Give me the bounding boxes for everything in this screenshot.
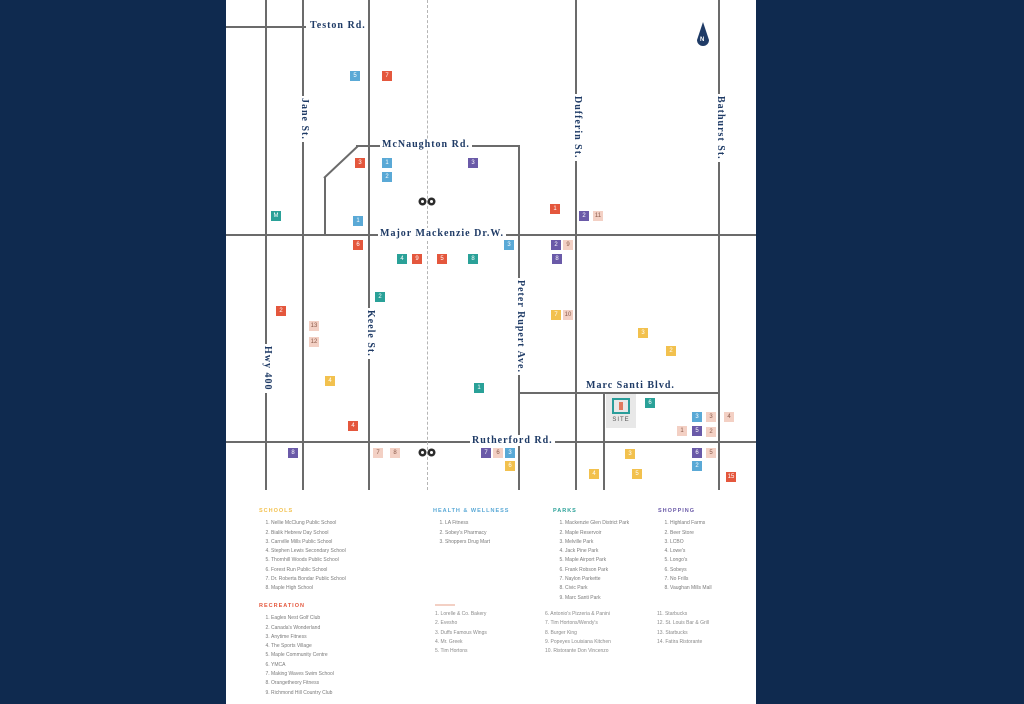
legend-item: 3. Anytime Fitness <box>271 633 334 642</box>
site-marker[interactable] <box>606 394 636 428</box>
compass-letter: N <box>700 37 705 43</box>
legend-item: 8. Orangetheory Fitness <box>271 679 334 688</box>
map-marker-shopping[interactable]: 8 <box>552 254 562 264</box>
map-marker-schools[interactable]: 3 <box>638 328 648 338</box>
site-label: SITE <box>612 417 630 423</box>
marc-santi-road-label: Marc Santi Blvd. <box>586 380 675 391</box>
bathurst-road-label: Bathurst St. <box>715 96 726 160</box>
map-marker-food[interactable]: 1 <box>677 426 687 436</box>
legend-parks-title: PARKS <box>553 508 577 514</box>
map-marker-food[interactable]: 5 <box>706 448 716 458</box>
legend-item: 5. Longo's <box>670 556 712 565</box>
map-marker-food[interactable]: 11 <box>594 213 602 219</box>
legend-item: 4. The Sports Village <box>271 642 334 651</box>
north-compass-icon <box>696 22 710 48</box>
legend-schools <box>259 507 346 594</box>
legend-recreation-title: RECREATION <box>259 603 305 609</box>
map-marker-schools[interactable]: 7 <box>551 310 561 320</box>
legend-item: 8. Maple High School <box>271 584 346 593</box>
legend-item: 7. Making Waves Swim School <box>271 670 334 679</box>
map-marker-health[interactable]: 2 <box>382 172 392 182</box>
food-legend-item: 5. Tim Hortons <box>435 648 468 655</box>
legend-item: 5. Thornhill Woods Public School <box>271 556 346 565</box>
hwy400-road <box>265 0 267 490</box>
major-mackenzie-road-label: Major Mackenzie Dr.W. <box>380 228 504 239</box>
legend-item: 2. Beer Store <box>670 529 712 538</box>
map-marker-health[interactable]: 3 <box>504 240 514 250</box>
bathurst-road <box>718 0 720 490</box>
food-legend-item: 1. Lorelle & Co. Bakery <box>435 611 487 617</box>
legend-item: 4. Stephen Lewis Secondary School <box>271 547 346 556</box>
legend-item: 9. Richmond Hill Country Club <box>271 689 334 698</box>
legend-item: 8. Vaughan Mills Mall <box>670 584 712 593</box>
map-marker-health[interactable]: 2 <box>692 461 702 471</box>
map-marker-health[interactable]: 1 <box>382 158 392 168</box>
legend-item: 3. Melville Park <box>565 538 629 547</box>
food-legend-item: 9. Popeyes Louisiana Kitchen <box>545 638 611 645</box>
legend-item: 2. Maple Reservoir <box>565 529 629 538</box>
map-marker-schools[interactable]: 3 <box>625 449 635 459</box>
map-marker-shopping[interactable]: 6 <box>692 448 702 458</box>
local-road <box>603 392 605 490</box>
legend-item: 7. No Frills <box>670 575 712 584</box>
map-marker-food[interactable]: 12 <box>310 339 318 345</box>
dufferin-road <box>575 0 577 490</box>
legend-health-title: HEALTH & WELLNESS <box>433 508 510 514</box>
food-legend-item: 2. Evesho <box>435 620 458 627</box>
hwy400-road-label: Hwy 400 <box>262 346 273 391</box>
railway-line <box>427 0 428 490</box>
map-marker-schools[interactable]: 5 <box>632 469 642 479</box>
peter-rupert-road-label: Peter Rupert Ave. <box>515 280 526 373</box>
legend-food-col1 <box>435 610 487 656</box>
legend-schools-title: SCHOOLS <box>259 508 294 514</box>
food-legend-item: 6. Antonio's Pizzeria & Panini <box>545 611 610 617</box>
legend-item: 4. Lowe's <box>670 547 712 556</box>
map-marker-food[interactable]: 9 <box>563 240 573 250</box>
map-marker-recreation[interactable]: 15 <box>727 474 735 480</box>
map-marker-schools[interactable]: 6 <box>505 461 515 471</box>
map-marker-food[interactable]: 4 <box>724 412 734 422</box>
legend-item: 6. Sobeys <box>670 566 712 575</box>
map-marker-parks[interactable]: M <box>271 211 281 221</box>
legend-item: 2. Bialik Hebrew Day School <box>271 529 346 538</box>
food-legend-item: 8. Burger King <box>545 629 577 636</box>
map-marker-shopping[interactable]: 5 <box>692 426 702 436</box>
legend-item: 7. Dr. Roberta Bondar Public School <box>271 575 346 584</box>
map-marker-food[interactable]: 13 <box>310 323 318 329</box>
map-marker-parks[interactable]: 2 <box>375 292 385 302</box>
map-marker-shopping[interactable]: 3 <box>468 158 478 168</box>
legend-item: 1. Nellie McClung Public School <box>271 519 346 528</box>
legend-item: 2. Canada's Wonderland <box>271 624 334 633</box>
map-marker-shopping[interactable]: 2 <box>551 240 561 250</box>
legend-food-col3 <box>657 610 709 647</box>
map-marker-schools[interactable]: 4 <box>589 469 599 479</box>
legend-item: 1. Mackenzie Glen District Park <box>565 519 629 528</box>
map-marker-food[interactable]: 3 <box>706 412 716 422</box>
map-marker-parks[interactable]: 4 <box>397 254 407 264</box>
legend-item: 7. Naylon Parkette <box>565 575 629 584</box>
map-page <box>226 0 756 704</box>
site-logo-icon <box>612 398 630 414</box>
legend-schools-list <box>259 519 346 593</box>
map-marker-health[interactable]: 3 <box>692 412 702 422</box>
map-marker-shopping[interactable]: 2 <box>579 211 589 221</box>
jane-road <box>302 0 304 490</box>
legend-item: 3. LCBO <box>670 538 712 547</box>
go-train-station-icon <box>418 197 436 206</box>
legend-item: 6. YMCA <box>271 661 334 670</box>
map-marker-food[interactable]: 7 <box>373 448 383 458</box>
map-marker-parks[interactable]: 8 <box>468 254 478 264</box>
jane-road-label: Jane St. <box>299 98 310 140</box>
legend-health-list <box>433 519 509 547</box>
legend-shopping-list <box>658 519 712 593</box>
legend-health <box>433 507 509 547</box>
map-marker-parks[interactable]: 6 <box>645 398 655 408</box>
legend-item: 6. Frank Robson Park <box>565 566 629 575</box>
map-marker-health[interactable]: 5 <box>350 71 360 81</box>
food-legend-item: 10. Ristorante Don Vincenzo <box>545 648 609 655</box>
legend-shopping-title: SHOPPING <box>658 508 696 514</box>
map-marker-food[interactable]: 6 <box>493 448 503 458</box>
map-marker-recreation[interactable]: 6 <box>353 240 363 250</box>
map-marker-health[interactable]: 3 <box>505 448 515 458</box>
legend-parks-list <box>553 519 629 603</box>
map-marker-recreation[interactable]: 2 <box>276 306 286 316</box>
legend-item: 5. Maple Community Centre <box>271 651 334 660</box>
legend-item: 6. Forest Run Public School <box>271 566 346 575</box>
legend-item: 1. Eagles Nest Golf Club <box>271 614 334 623</box>
map-marker-recreation[interactable]: 5 <box>437 254 447 264</box>
food-legend-item: 3. Duffs Famous Wings <box>435 629 487 636</box>
food-legend-item: 14. Fatira Ristorante <box>657 638 703 645</box>
legend-item: 8. Civic Park <box>565 584 629 593</box>
legend-parks <box>553 507 629 603</box>
map-marker-recreation[interactable]: 9 <box>412 254 422 264</box>
legend-item: 5. Maple Airport Park <box>565 556 629 565</box>
map-marker-food[interactable]: 8 <box>390 448 400 458</box>
map-marker-schools[interactable]: 2 <box>666 346 676 356</box>
map-marker-recreation[interactable]: 1 <box>550 204 560 214</box>
map-marker-shopping[interactable]: 8 <box>288 448 298 458</box>
teston-road-label: Teston Rd. <box>310 20 366 31</box>
map-marker-food[interactable]: 10 <box>564 312 572 318</box>
map-marker-health[interactable]: 1 <box>353 216 363 226</box>
legend-food-col2 <box>545 610 611 656</box>
map-marker-food[interactable]: 2 <box>706 427 716 437</box>
go-train-station-icon <box>418 448 436 457</box>
keele-road-label: Keele St. <box>365 310 376 357</box>
neighborhood-map[interactable] <box>226 0 756 490</box>
map-marker-schools[interactable]: 4 <box>325 376 335 386</box>
legend-shopping <box>658 507 712 594</box>
legend-item: 3. Shoppers Drug Mart <box>445 538 509 547</box>
food-legend-item: 13. Starbucks <box>657 629 688 636</box>
legend-item: 3. Carrville Mills Public School <box>271 538 346 547</box>
map-marker-recreation[interactable]: 4 <box>348 421 358 431</box>
map-marker-recreation[interactable]: 7 <box>382 71 392 81</box>
legend-item: 1. Highland Farms <box>670 519 712 528</box>
food-legend-item: 12. St. Louis Bar & Grill <box>657 620 709 627</box>
dufferin-road-label: Dufferin St. <box>572 96 583 159</box>
rutherford-road-label: Rutherford Rd. <box>472 435 553 446</box>
legend-recreation-list <box>259 614 334 698</box>
local-road <box>324 177 326 235</box>
legend-item: 2. Sobey's Pharmacy <box>445 529 509 538</box>
food-legend-item: 7. Tim Hortons/Wendy's <box>545 620 598 627</box>
map-marker-parks[interactable]: 1 <box>474 383 484 393</box>
map-marker-shopping[interactable]: 7 <box>481 448 491 458</box>
legend-item: 9. Marc Santi Park <box>565 594 629 603</box>
legend-item: 1. LA Fitness <box>445 519 509 528</box>
food-legend-item: 4. Mr. Greek <box>435 638 463 645</box>
mcnaughton-road-label: McNaughton Rd. <box>382 139 470 150</box>
legend-recreation <box>259 602 334 698</box>
food-legend-item: 11. Starbucks <box>657 611 688 617</box>
legend-food-header-bar <box>435 604 455 606</box>
legend-item: 4. Jack Pine Park <box>565 547 629 556</box>
keele-road <box>368 0 370 490</box>
map-marker-recreation[interactable]: 3 <box>355 158 365 168</box>
